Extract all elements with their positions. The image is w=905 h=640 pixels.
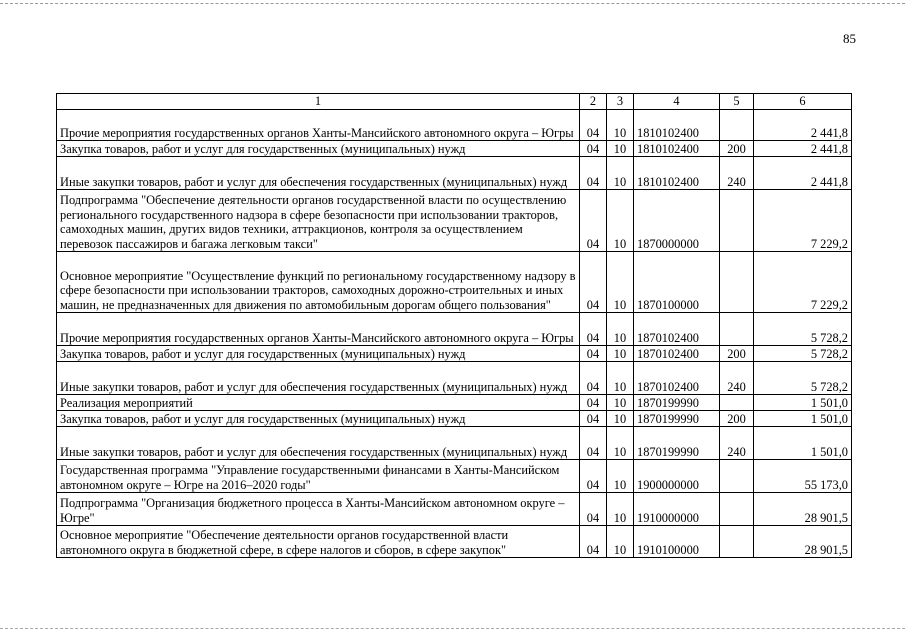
header-col-3: 3: [607, 94, 634, 110]
row-amount: 2 441,8: [754, 141, 852, 157]
row-section: 04: [580, 460, 607, 493]
row-target-code: 1810102400: [634, 141, 720, 157]
row-name: Иные закупки товаров, работ и услуг для обеспечения государственных (муниципальных) нужд: [57, 427, 580, 460]
row-name: Иные закупки товаров, работ и услуг для обеспечения государственных (муниципальных) нужд: [57, 362, 580, 395]
row-section: 04: [580, 190, 607, 252]
table-header-row: [57, 94, 852, 110]
row-amount: 1 501,0: [754, 427, 852, 460]
row-expense-type: [720, 252, 754, 313]
row-amount: 55 173,0: [754, 460, 852, 493]
row-section: 04: [580, 252, 607, 313]
row-name: Иные закупки товаров, работ и услуг для обеспечения государственных (муниципальных) нужд: [57, 157, 580, 190]
row-expense-type: [720, 313, 754, 346]
budget-table: [56, 93, 852, 558]
table-row: [57, 157, 852, 190]
row-section: 04: [580, 346, 607, 362]
row-target-code: 1870102400: [634, 362, 720, 395]
table-row: [57, 190, 852, 252]
row-subsection: 10: [607, 427, 634, 460]
row-section: 04: [580, 362, 607, 395]
row-section: 04: [580, 395, 607, 411]
row-amount: 5 728,2: [754, 362, 852, 395]
row-target-code: 1910100000: [634, 526, 720, 558]
scan-edge-bottom: [0, 628, 905, 630]
row-amount: 28 901,5: [754, 526, 852, 558]
row-target-code: 1870102400: [634, 313, 720, 346]
row-amount: 2 441,8: [754, 110, 852, 141]
row-expense-type: [720, 526, 754, 558]
row-amount: 7 229,2: [754, 190, 852, 252]
row-expense-type: [720, 493, 754, 526]
row-amount: 5 728,2: [754, 346, 852, 362]
row-section: 04: [580, 110, 607, 141]
row-subsection: 10: [607, 493, 634, 526]
row-expense-type: [720, 110, 754, 141]
row-name: Основное мероприятие "Осуществление функций по региональному государственному надзору в сфере безопасности при использовании тракторов, самоходных дорожно-строительных и иных машин, не предназначенных для движения по автомобильным дорогам общего пользования": [57, 252, 580, 313]
header-col-5: 5: [720, 94, 754, 110]
row-expense-type: [720, 190, 754, 252]
table-row: [57, 141, 852, 157]
row-amount: 7 229,2: [754, 252, 852, 313]
row-section: 04: [580, 157, 607, 190]
header-col-2: 2: [580, 94, 607, 110]
row-target-code: 1810102400: [634, 157, 720, 190]
row-name: Закупка товаров, работ и услуг для государственных (муниципальных) нужд: [57, 411, 580, 427]
row-expense-type: 200: [720, 346, 754, 362]
table-row: [57, 313, 852, 346]
row-section: 04: [580, 526, 607, 558]
row-subsection: 10: [607, 411, 634, 427]
row-subsection: 10: [607, 346, 634, 362]
row-section: 04: [580, 141, 607, 157]
table-body: [57, 110, 852, 558]
header-col-1: 1: [57, 94, 580, 110]
row-target-code: 1870199990: [634, 427, 720, 460]
row-subsection: 10: [607, 395, 634, 411]
row-expense-type: 240: [720, 427, 754, 460]
table-row: [57, 346, 852, 362]
row-target-code: 1900000000: [634, 460, 720, 493]
row-name: Основное мероприятие "Обеспечение деятельности органов государственной власти автономного округа в бюджетной сфере, в сфере налогов и сборов, в сфере закупок": [57, 526, 580, 558]
table-row: [57, 427, 852, 460]
row-target-code: 1870100000: [634, 252, 720, 313]
row-amount: 1 501,0: [754, 395, 852, 411]
row-subsection: 10: [607, 141, 634, 157]
row-expense-type: [720, 460, 754, 493]
row-name: Государственная программа "Управление государственными финансами в Ханты-Мансийском автономном округе – Югре на 2016–2020 годы": [57, 460, 580, 493]
page-number: 85: [843, 31, 856, 46]
row-name: Прочие мероприятия государственных органов Ханты-Мансийского автономного округа – Югры: [57, 110, 580, 141]
table-row: [57, 362, 852, 395]
row-target-code: 1910000000: [634, 493, 720, 526]
row-amount: 5 728,2: [754, 313, 852, 346]
row-section: 04: [580, 411, 607, 427]
row-subsection: 10: [607, 110, 634, 141]
row-target-code: 1870000000: [634, 190, 720, 252]
row-subsection: 10: [607, 362, 634, 395]
row-name: Закупка товаров, работ и услуг для государственных (муниципальных) нужд: [57, 346, 580, 362]
row-expense-type: 240: [720, 362, 754, 395]
table-row: [57, 110, 852, 141]
row-expense-type: 200: [720, 411, 754, 427]
row-name: Закупка товаров, работ и услуг для государственных (муниципальных) нужд: [57, 141, 580, 157]
row-subsection: 10: [607, 460, 634, 493]
row-target-code: 1870199990: [634, 411, 720, 427]
row-name: Прочие мероприятия государственных органов Ханты-Мансийского автономного округа – Югры: [57, 313, 580, 346]
row-expense-type: 200: [720, 141, 754, 157]
row-subsection: 10: [607, 190, 634, 252]
header-col-6: 6: [754, 94, 852, 110]
row-target-code: 1870199990: [634, 395, 720, 411]
row-name: Подпрограмма "Обеспечение деятельности органов государственной власти по осуществлению регионального государственного надзора в сфере безопасности при использовании тракторов, самоходных машин, других видов техники, аттракционов, контроля за осуществлением перевозок пассажиров и багажа легковым такси": [57, 190, 580, 252]
row-section: 04: [580, 313, 607, 346]
row-subsection: 10: [607, 526, 634, 558]
table-row: [57, 460, 852, 493]
row-amount: 28 901,5: [754, 493, 852, 526]
scan-edge-top: [0, 3, 905, 5]
row-target-code: 1810102400: [634, 110, 720, 141]
row-subsection: 10: [607, 313, 634, 346]
table-row: [57, 493, 852, 526]
table-row: [57, 395, 852, 411]
row-subsection: 10: [607, 157, 634, 190]
row-name: Реализация мероприятий: [57, 395, 580, 411]
row-amount: 2 441,8: [754, 157, 852, 190]
row-section: 04: [580, 493, 607, 526]
row-section: 04: [580, 427, 607, 460]
row-expense-type: [720, 395, 754, 411]
table-row: [57, 252, 852, 313]
row-name: Подпрограмма "Организация бюджетного процесса в Ханты-Мансийском автономном округе – Югре": [57, 493, 580, 526]
header-col-4: 4: [634, 94, 720, 110]
row-amount: 1 501,0: [754, 411, 852, 427]
row-target-code: 1870102400: [634, 346, 720, 362]
table-row: [57, 526, 852, 558]
table-row: [57, 411, 852, 427]
row-expense-type: 240: [720, 157, 754, 190]
row-subsection: 10: [607, 252, 634, 313]
